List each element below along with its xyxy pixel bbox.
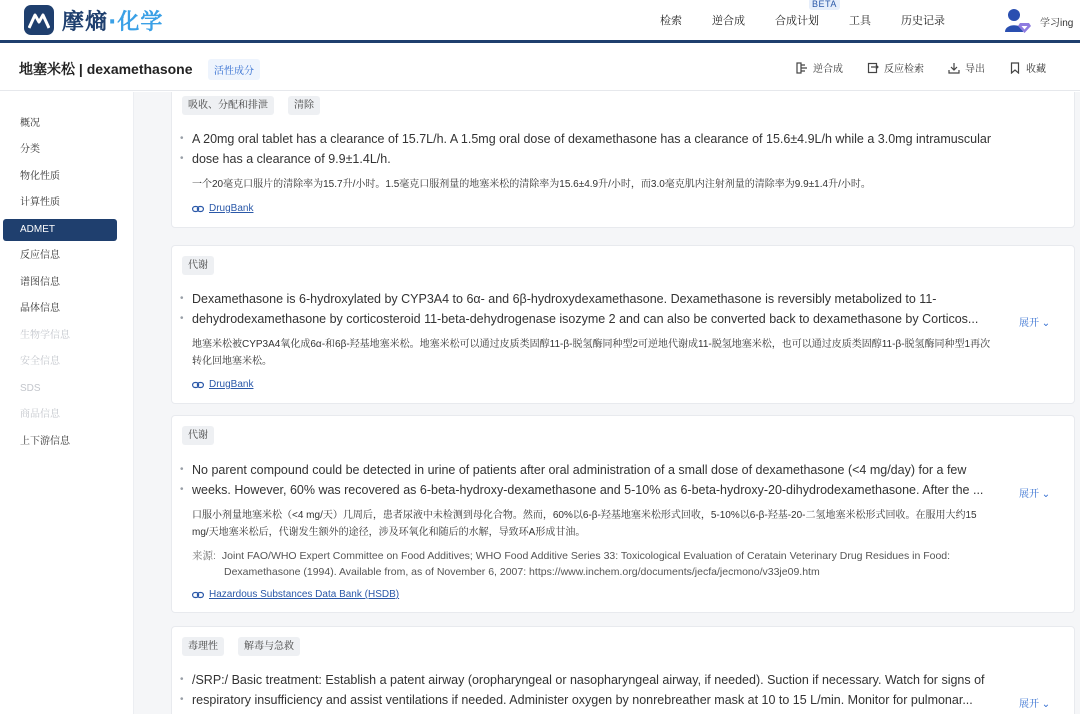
english-text-line: • Dexamethasone is 6-hydroxylated by CYP3A4 to 6α- and 6β-hydroxydexamethasone. Dexamethasone is reversibly metabolized to 11- (192, 289, 1052, 309)
nav-tools[interactable]: 工具 (849, 15, 871, 27)
logo[interactable] (24, 3, 163, 37)
english-text-line: • /SRP:/ Basic treatment: Establish a patent airway (oropharyngeal or nasopharyngeal airway, if needed). Suction if necessary. Watch for signs of (192, 670, 1052, 690)
header-actions (796, 60, 1070, 75)
drugbank-link-text: DrugBank (209, 203, 254, 214)
sidebar-item-crystal[interactable]: 晶体信息 (20, 303, 60, 314)
page-title: 地塞米松 | dexamethasone (19, 61, 193, 77)
sidebar-item-reaction[interactable]: 反应信息 (20, 250, 60, 261)
link-icon (192, 205, 204, 213)
compound-header (0, 46, 1080, 91)
expand-label: 展开 (1019, 318, 1039, 329)
admet-card-metabolism-1 (171, 245, 1075, 404)
admet-card-clearance (171, 92, 1075, 228)
chinese-translation-line: 口服小剂量地塞米松（<4 mg/天）几周后，患者尿液中未检测到母化合物。然而，60%以6-β-羟基地塞米松形式回收，5-10%以6-β-羟基-20-二氢地塞米松形式回收。在服用大约15 (192, 510, 977, 521)
chip-absorption: 吸收、分配和排泄 (182, 96, 274, 115)
sidebar-item-computed[interactable]: 计算性质 (20, 197, 60, 208)
chip-metabolism: 代谢 (182, 256, 214, 275)
expand-label: 展开 (1019, 699, 1039, 710)
export-icon (948, 62, 960, 74)
sidebar-item-physchem[interactable]: 物化性质 (20, 171, 60, 182)
chip-clearance: 清除 (288, 96, 320, 115)
top-navbar (0, 0, 1080, 43)
nav-search[interactable]: 检索 (660, 15, 682, 27)
reaction-search-label: 反应检索 (884, 64, 924, 75)
english-text-line-2: • respiratory insufficiency and assist ventilations if needed. Administer oxygen by nonrebreather mask at 10 to 15 L/min. Monitor for pulmonar... (192, 690, 1022, 710)
export-button[interactable] (948, 60, 985, 75)
english-text-line-2: • dose has a clearance of 9.9±1.4L/h. (192, 149, 1052, 169)
chevron-down-icon: ⌄ (1041, 699, 1051, 710)
link-icon (192, 591, 204, 599)
section-sidebar (0, 92, 134, 714)
chinese-translation-line-2: 转化回地塞米松。 (192, 356, 272, 367)
hsdb-link-text: Hazardous Substances Data Bank (HSDB) (209, 589, 400, 600)
admet-content (134, 92, 1080, 714)
sidebar-item-overview[interactable]: 概况 (20, 118, 40, 129)
english-text-line-2: • dehydrodexamethasone by corticosteroid 11-beta-dehydrogenase isozyme 2 and can also be converted back to dexamethasone by Corticos... (192, 309, 1022, 329)
chinese-translation-line-2: mg/天地塞米松后，代谢发生额外的途径，涉及环氧化和随后的水解，导致环A形成甘油。 (192, 527, 586, 538)
expand-button[interactable] (1019, 695, 1050, 710)
expand-button[interactable] (1019, 314, 1050, 329)
logo-text: 摩熵·化学 (62, 9, 164, 35)
chinese-translation: 一个20毫克口服片的清除率为15.7升/小时。1.5毫克口服剂量的地塞米松的清除率为15.6±4.9升/小时，而3.0毫克肌内注射剂量的清除率为9.9±1.4升/小时。 (192, 179, 871, 190)
favorite-label: 收藏 (1026, 64, 1046, 75)
source-citation (192, 548, 1042, 564)
chinese-translation-line: 地塞米松被CYP3A4氧化成6α-和6β-羟基地塞米松。地塞米松可以通过皮质类固醇11-β-脱氢酶同种型2可逆地代谢成11-脱氢地塞米松，也可以通过皮质类固醇11-β-脱氢酶同种型1再次 (192, 339, 991, 350)
sidebar-item-products: 商品信息 (20, 409, 60, 420)
favorite-button[interactable] (1009, 60, 1046, 75)
sidebar-item-safety: 安全信息 (20, 356, 60, 367)
avatar-icon (1004, 8, 1032, 34)
admet-card-toxicity (171, 626, 1075, 714)
hsdb-link[interactable] (192, 589, 399, 600)
admet-card-metabolism-2 (171, 415, 1075, 613)
nav-synthesis-plan-label: 合成计划 (775, 15, 819, 27)
reaction-search-button[interactable] (867, 60, 924, 75)
source-text-line: Joint FAO/WHO Expert Committee on Food Additives; WHO Food Additive Series 33: Toxicological Evaluation of Ceratain Veterinary Drug Residues in Food: (221, 550, 951, 562)
sidebar-item-admet[interactable]: ADMET (3, 219, 117, 241)
expand-label: 展开 (1019, 489, 1039, 500)
retrosynthesis-label: 逆合成 (813, 64, 843, 75)
english-text-line: • No parent compound could be detected in urine of patients after oral administration of a small dose of dexamethasone (<4 mg/day) for a few (192, 460, 1052, 480)
nav-synthesis-plan[interactable] (775, 0, 837, 28)
sidebar-item-classification[interactable]: 分类 (20, 144, 40, 155)
chevron-down-icon: ⌄ (1041, 318, 1051, 329)
link-icon (192, 381, 204, 389)
reaction-search-icon (867, 62, 879, 74)
retrosynthesis-icon (796, 62, 808, 74)
sidebar-item-sds: SDS (20, 383, 41, 394)
source-label: 来源: (192, 550, 216, 562)
nav-history[interactable]: 历史记录 (901, 15, 945, 27)
drugbank-link-text: DrugBank (209, 379, 254, 390)
english-text-line-2: • weeks. However, 60% was recovered as 6-beta-hydroxy-dexamethasone and 5-10% as 6-beta-hydroxy-20-dihydrodexamethasone. After the ... (192, 480, 1022, 500)
retrosynthesis-button[interactable] (796, 60, 843, 75)
logo-icon (24, 5, 54, 35)
sidebar-item-spectra[interactable]: 谱图信息 (20, 277, 60, 288)
drugbank-link[interactable] (192, 379, 253, 390)
user-name: 学习ing (1040, 17, 1074, 29)
source-text-line-2: Dexamethasone (1994). Available from, as of November 6, 2007: https://www.inchem.org/documents/jecfa/jecmono/v33je09.htm (224, 566, 820, 578)
bookmark-icon (1009, 62, 1021, 74)
english-text-line: • A 20mg oral tablet has a clearance of 15.7L/h. A 1.5mg oral dose of dexamethasone has a clearance of 15.6±4.9L/h while a 3.0mg intramuscular (192, 129, 1052, 149)
user-menu[interactable] (1004, 8, 1073, 34)
sidebar-item-biology: 生物学信息 (20, 330, 70, 341)
chevron-down-icon: ⌄ (1041, 489, 1051, 500)
active-ingredient-tag: 活性成分 (208, 59, 260, 80)
expand-button[interactable] (1019, 485, 1050, 500)
beta-badge: BETA (809, 0, 840, 10)
chip-antidote-first-aid: 解毒与急救 (238, 637, 300, 656)
main-nav (660, 0, 975, 40)
sidebar-item-up-downstream[interactable]: 上下游信息 (20, 436, 70, 447)
nav-retrosynthesis[interactable]: 逆合成 (712, 15, 745, 27)
chip-toxicity: 毒理性 (182, 637, 224, 656)
drugbank-link[interactable] (192, 203, 253, 214)
chip-metabolism: 代谢 (182, 426, 214, 445)
export-label: 导出 (965, 64, 985, 75)
